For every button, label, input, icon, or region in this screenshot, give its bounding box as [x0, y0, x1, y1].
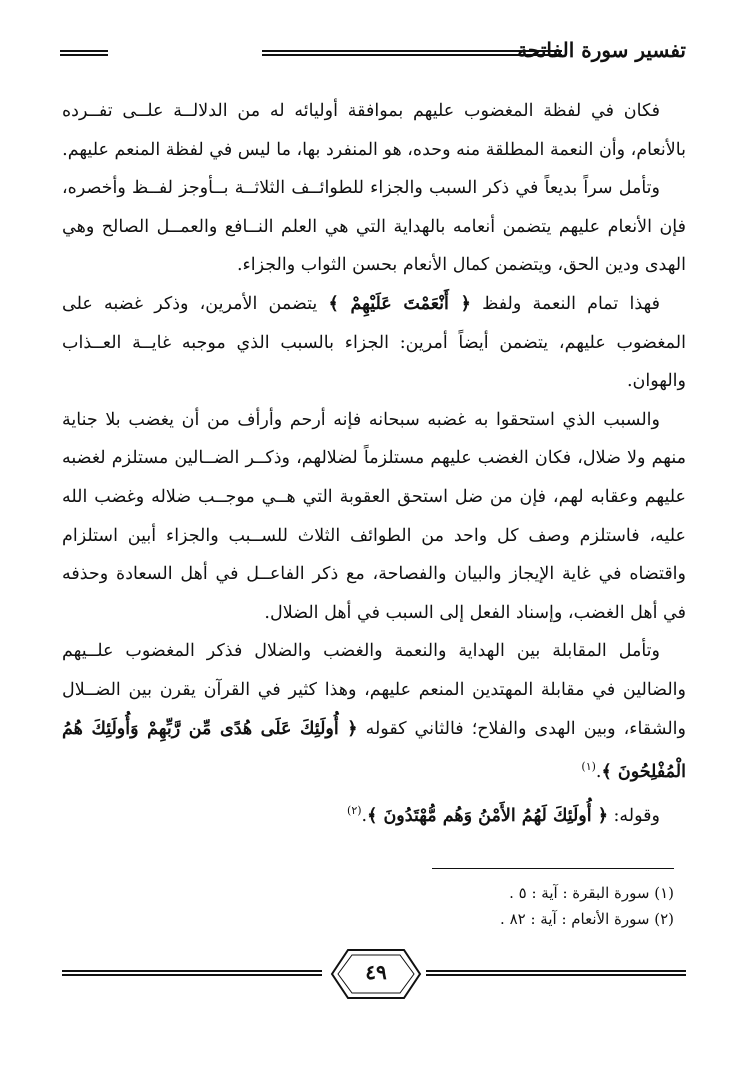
paragraph-text: والسبب الذي استحقوا به غضبه سبحانه فإنه أرحم وأرأف من أن يغضب بلا جناية منهم ولا ضلال، فكان الغضب عليهم مستلزماً لضلالهم، وذكــر الضــالين مستلزم لغضبه عليهم وعقابه لهم، فإن من ضل استحق العقوبة التي هــي موجــب ضلاله وغضب الله عليه، فاستلزم وصف كل واحد من الطوائف الثلاث للســبب والجزاء أبين استلزام واقتضاه في غاية الإيجاز والبيان والفصاحة، مع ذكر الفاعــل في أهل السعادة وحذفه في أهل الغضب، وإسناد الفعل إلى السبب في أهل الضلال. — [62, 409, 686, 623]
footnote-1: (١) سورة البقرة : آية : ٥ . — [509, 884, 674, 902]
footnote-ref: (٢) — [347, 803, 362, 817]
paragraph-5 — [62, 632, 686, 791]
paragraph-text: فكان في لفظة المغضوب عليهم بموافقة أوليائه له من الدلالــة علــى تفــرده بالأنعام، وأن النعمة المطلقة منه وحده، هو المنفرد بها، ما ليس في لفظة المنعم عليهم. — [62, 101, 686, 160]
quran-verse: ﴿ أُولَئِكَ عَلَى هُدًى مِّن رَّبِّهِمْ وَأُولَئِكَ هُمُ الْمُفْلِحُونَ ﴾ — [62, 718, 686, 782]
page-number: ٤٩ — [365, 960, 387, 984]
footnote-separator — [432, 868, 674, 869]
footnote-ref: (١) — [581, 760, 596, 774]
quran-verse: ﴿ أُولَئِكَ لَهُمُ الأَمْنُ وَهُم مُّهْتَدُونَ ﴾ — [367, 805, 608, 826]
paragraph-text: يتضمن الأمرين، وذكر غضبه على المغضوب عليهم، يتضمن أيضاً أمرين: الجزاء بالسبب الذي موجبه غايــة العــذاب والهوان. — [62, 293, 686, 392]
paragraph-text: فهذا تمام النعمة ولفظ — [470, 293, 660, 314]
main-text — [62, 92, 686, 835]
paragraph-6 — [62, 792, 686, 835]
footnote-2: (٢) سورة الأنعام : آية : ٨٢ . — [500, 910, 674, 928]
header-title: تفسير سورة الفاتحة — [517, 38, 686, 62]
quran-verse: ﴿ أَنْعَمْتَ عَلَيْهِمْ ﴾ — [328, 293, 471, 314]
running-header — [60, 38, 686, 66]
footnotes — [274, 880, 674, 932]
paragraph-text: . — [361, 805, 368, 826]
paragraph-text: وتأمل المقابلة بين الهداية والنعمة والغضب والضلال فذكر المغضوب علــيهم والضالين في مقابلة المهتدين المنعم عليهم، وهذا كثير في القرآن يقرن بين الضــلال والشقاء، وبين الهدى والفلاح؛ فالثاني كقوله — [62, 641, 686, 739]
footer-rule-right — [426, 970, 686, 976]
paragraph-3 — [62, 285, 686, 401]
paragraph-4 — [62, 401, 686, 633]
page-footer — [62, 948, 686, 1000]
header-rule-left — [60, 50, 108, 56]
paragraph-text: . — [595, 761, 602, 782]
paragraph-2 — [62, 169, 686, 285]
paragraph-1 — [62, 92, 686, 169]
paragraph-text: وقوله: — [607, 805, 660, 826]
footer-rule-left — [62, 970, 322, 976]
paragraph-text: وتأمل سراً بديعاً في ذكر السبب والجزاء للطوائــف الثلاثــة بــأوجز لفــظ وأخصره، فإن الأنعام عليهم يتضمن أنعامه بالهداية التي هي العلم النــافع والعمــل الصالح وهي الهدى ودين الحق، ويتضمن كمال الأنعام بحسن الثواب والجزاء. — [62, 178, 686, 276]
